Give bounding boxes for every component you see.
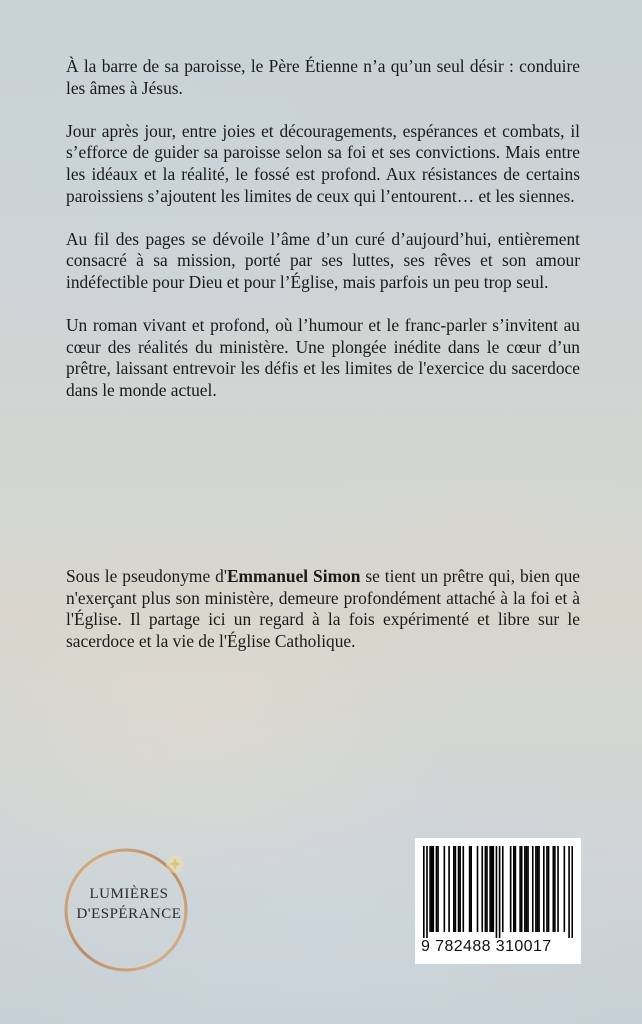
barcode-bar: [568, 846, 570, 938]
barcode-bar: [515, 846, 517, 932]
barcode-bar: [431, 846, 433, 932]
barcode-bar: [453, 846, 455, 932]
barcode-bar: [481, 846, 483, 932]
barcode-bar: [459, 846, 461, 932]
author-bio-suffix: se tient un prêtre qui, bien que n'exerçant plus son ministère, demeure profondément attaché à la foi et à l'Église. Il partage ici un regard à la fois expérimenté et libre sur le sacerdoce et la vie de l'Église Catholique.: [66, 566, 580, 651]
barcode-bar: [458, 846, 460, 932]
barcode-bar: [554, 846, 556, 932]
barcode-bar: [564, 846, 566, 932]
isbn-barcode: [415, 838, 581, 964]
barcode-bar: [496, 846, 498, 938]
barcode-bars: [423, 846, 573, 938]
barcode-bar: [538, 846, 540, 932]
barcode-bar: [519, 846, 521, 932]
barcode-bar: [527, 846, 529, 932]
barcode-bar: [526, 846, 528, 932]
barcode-bar: [477, 846, 479, 932]
author-bio: [66, 566, 580, 652]
author-bio-paragraph: [66, 566, 580, 652]
barcode-bar: [532, 846, 534, 932]
barcode-bar: [437, 846, 439, 932]
barcode-bar: [423, 846, 425, 938]
logo-text-line2: D'ESPÉRANCE: [76, 906, 182, 922]
barcode-bar: [524, 846, 526, 932]
barcode-bar: [552, 846, 554, 932]
barcode-bar: [491, 846, 493, 932]
publisher-logo: [62, 842, 196, 976]
barcode-bar: [489, 846, 491, 932]
barcode-bar: [486, 846, 488, 932]
barcode-bar: [470, 846, 472, 932]
author-name: Emmanuel Simon: [226, 566, 361, 586]
barcode-bar: [436, 846, 438, 932]
barcode-bar: [510, 846, 512, 932]
blurb-paragraph-3: Au fil des pages se dévoile l’âme d’un curé d’aujourd’hui, entièrement consacré à sa mission, porté par ses luttes, ses rêves et son amour indéfectible pour Dieu et pour l’Église, mais parfois un peu trop seul.: [66, 228, 580, 292]
barcode-bar: [432, 846, 434, 932]
barcode-bar: [499, 846, 501, 938]
barcode-bar: [535, 846, 537, 932]
isbn-number: 9 782488 310017: [421, 938, 552, 955]
barcode-bar: [521, 846, 523, 932]
barcode-bar: [444, 846, 446, 932]
barcode-bar: [513, 846, 515, 932]
barcode-bar: [462, 846, 464, 932]
author-bio-prefix: Sous le pseudonyme d': [66, 566, 227, 586]
barcode-bar: [548, 846, 550, 932]
barcode-bar: [557, 846, 559, 932]
barcode-bar: [543, 846, 545, 932]
barcode-bar: [448, 846, 450, 932]
blurb-paragraph-4: Un roman vivant et profond, où l’humour et le franc-parler s’invitent au cœur des réalités du ministère. Une plongée inédite dans le cœur d’un prêtre, laissant entrevoir les défis et les limites de l'exercice du sacerdoce dans le monde actuel.: [66, 315, 580, 400]
blurb-paragraph-2: Jour après jour, entre joies et découragements, espérances et combats, il s’efforce de guider sa paroisse selon sa foi et ses convictions. Mais entre les idéaux et la réalité, le fossé est profond. Aux résistances de certains paroissiens s’ajoutent les limites de ceux qui l’entourent… et les siennes.: [66, 120, 580, 206]
barcode-bar: [426, 846, 428, 938]
barcode-bar: [492, 846, 494, 932]
barcode-bar: [469, 846, 471, 932]
blurb-paragraph-1: À la barre de sa paroisse, le Père Étienne n’a qu’un seul désir : conduire les âmes à Jésus.: [66, 56, 580, 98]
logo-text-line1: LUMIÈRES: [89, 886, 169, 902]
barcode-bar: [429, 846, 431, 932]
barcode-bar: [455, 846, 457, 932]
star-icon: [166, 855, 184, 873]
barcode-bar: [537, 846, 539, 932]
back-cover-blurb: [66, 56, 580, 402]
barcode-bar: [546, 846, 548, 932]
barcode-bar: [485, 846, 487, 932]
barcode-bar: [502, 846, 504, 932]
barcode-bar: [571, 846, 573, 938]
